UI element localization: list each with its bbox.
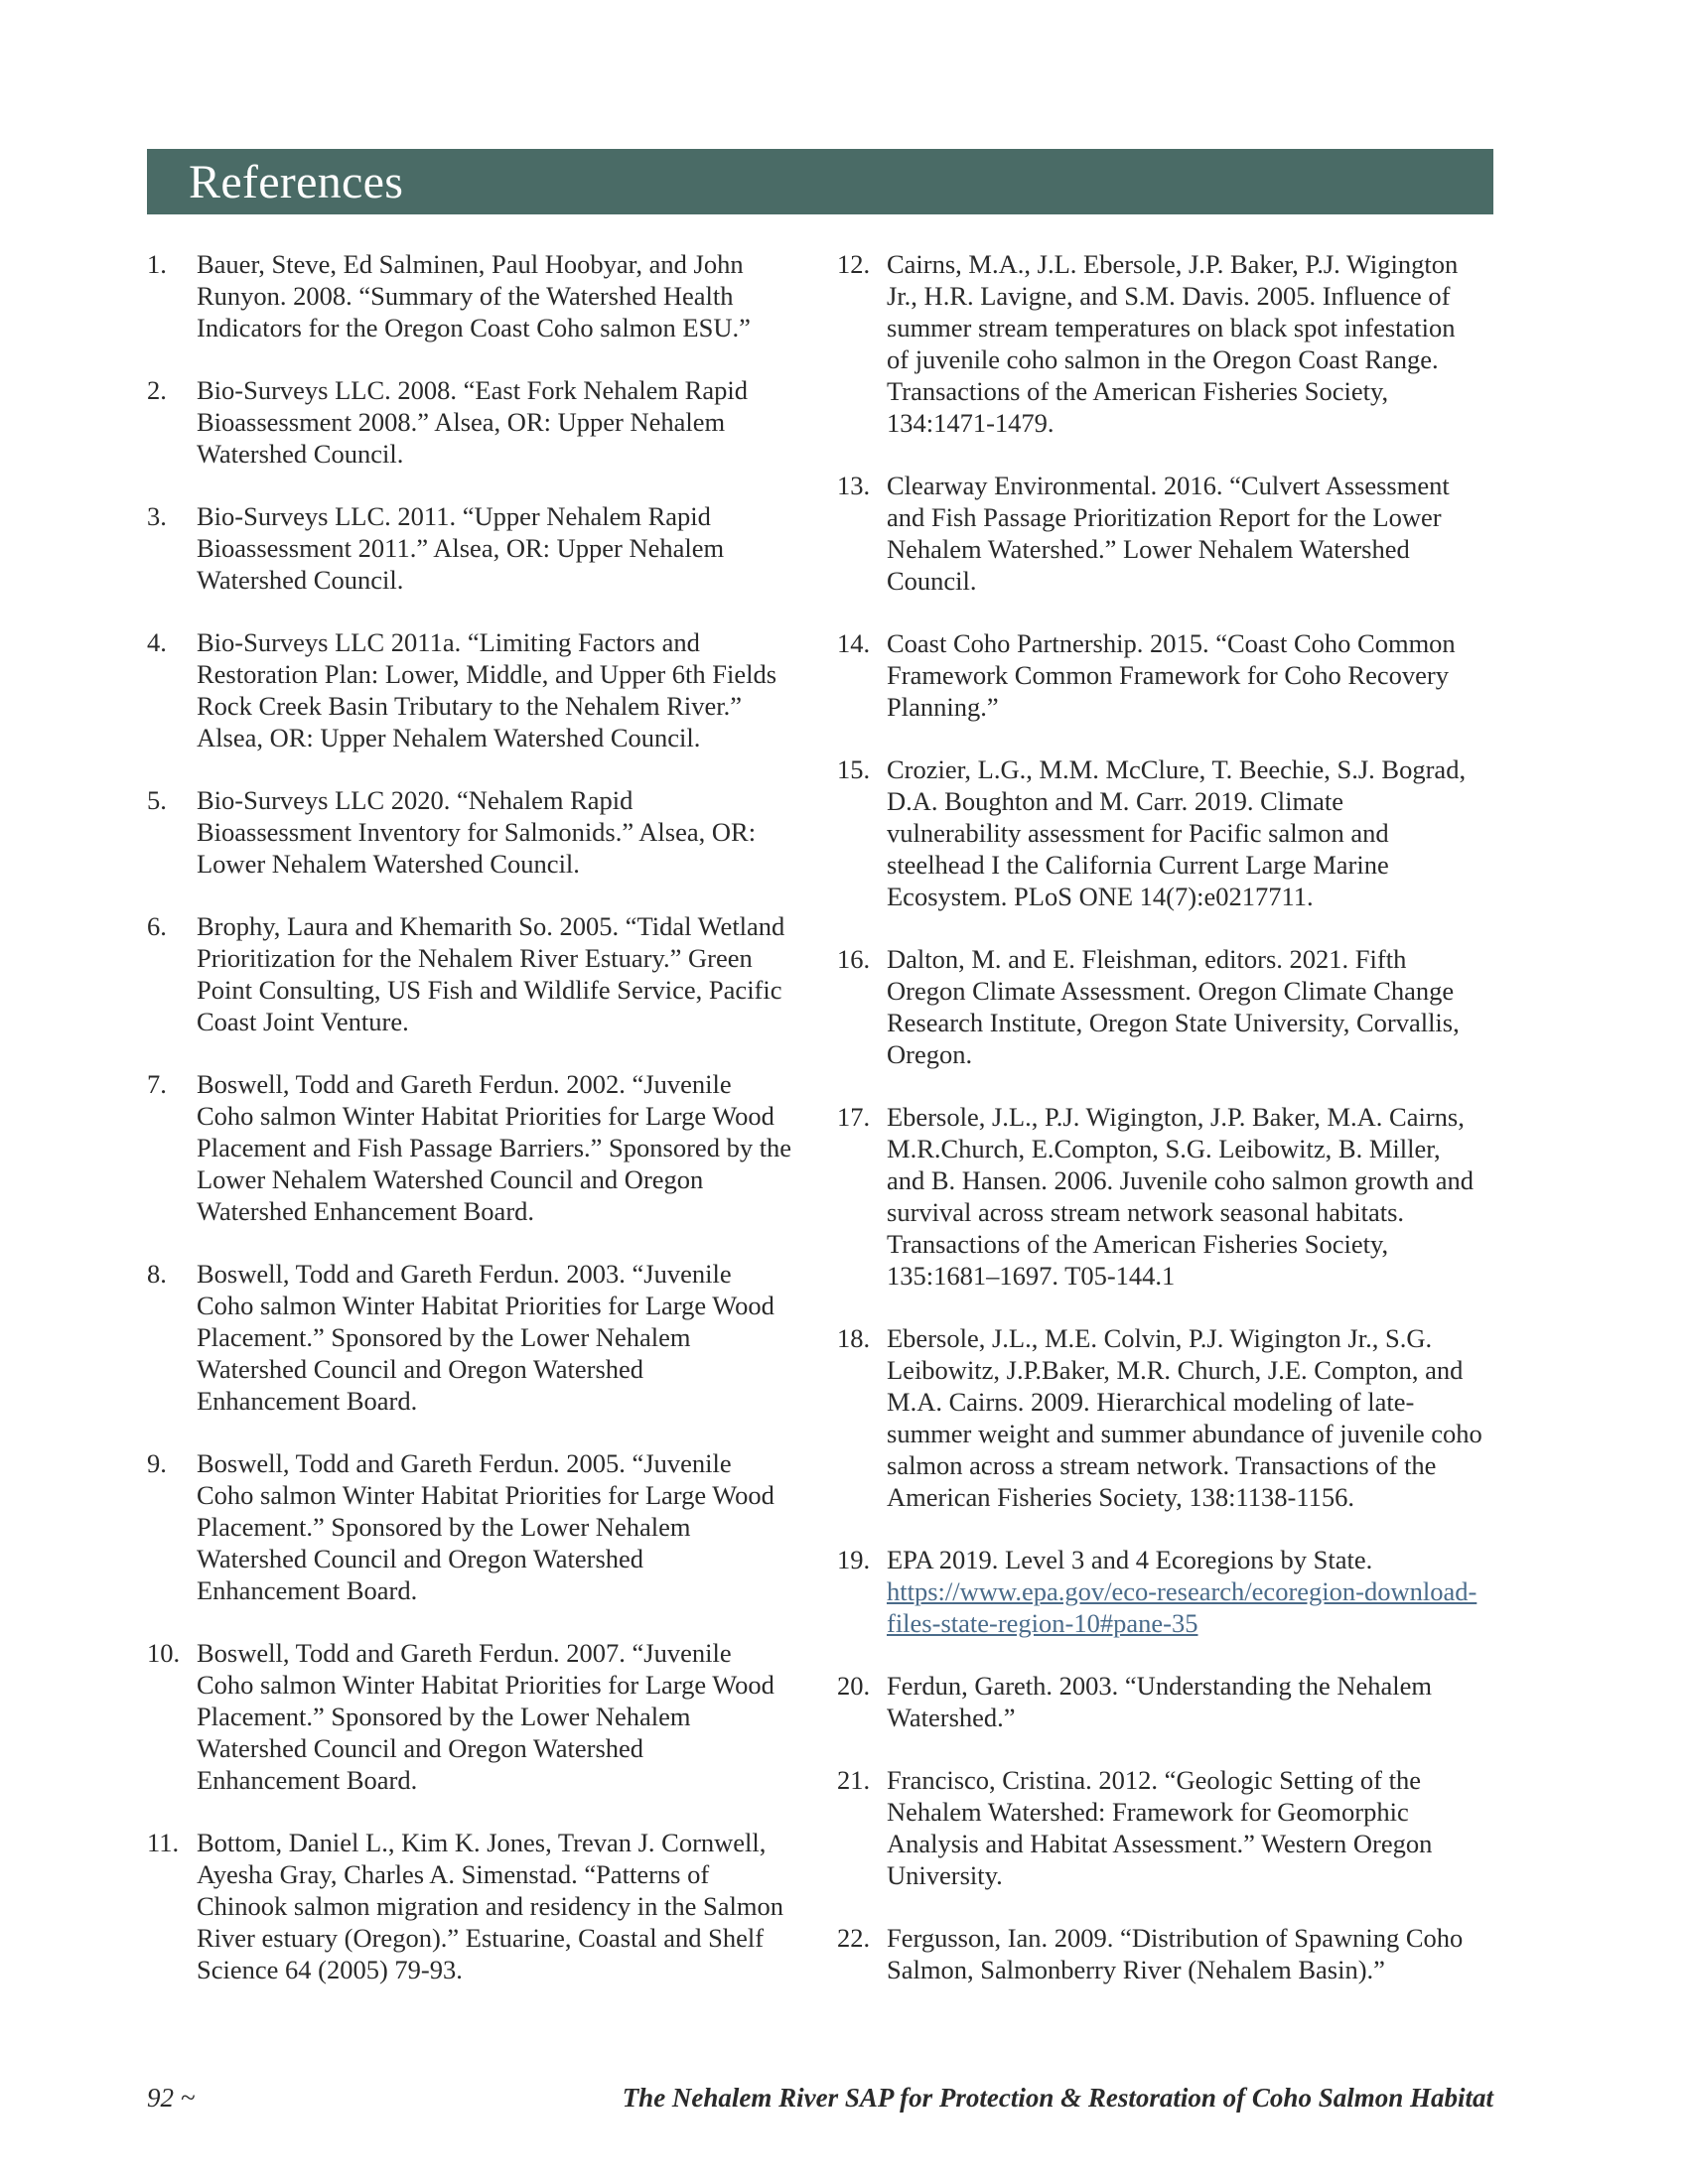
reference-number: 11.: [147, 1828, 180, 1857]
reference-text: Bio-Surveys LLC. 2008. “East Fork Nehalem Rapid Bioassessment 2008.” Alsea, OR: Upper Nehalem Watershed Council.: [197, 375, 748, 469]
reference-item: [147, 500, 792, 596]
reference-item: [147, 626, 792, 753]
reference-item: [837, 1544, 1482, 1639]
reference-number: 15.: [837, 754, 871, 784]
reference-number: 10.: [147, 1638, 181, 1668]
reference-number: 18.: [837, 1323, 871, 1353]
reference-item: [837, 470, 1482, 597]
reference-number: 12.: [837, 249, 871, 279]
reference-number: 8.: [147, 1259, 167, 1289]
reference-item: [837, 753, 1482, 912]
reference-number: 19.: [837, 1545, 871, 1574]
reference-text: Cairns, M.A., J.L. Ebersole, J.P. Baker, P.J. Wigington Jr., H.R. Lavigne, and S.M. Davis. 2005. Influence of summer stream temperatures on black spot infestation of juvenile coho salmon in the Oregon Coast Range. Transactions of the American Fisheries Society, 134:1471-1479.: [887, 249, 1459, 438]
reference-item: [147, 374, 792, 470]
reference-number: 14.: [837, 628, 871, 658]
epa-ecoregions-link[interactable]: https://www.epa.gov/eco-research/ecoregion-download-files-state-region-10#pane-35: [887, 1576, 1477, 1638]
document-title: The Nehalem River SAP for Protection & Restoration of Coho Salmon Habitat: [622, 2083, 1493, 2113]
reference-item: [147, 1827, 792, 1985]
reference-number: 17.: [837, 1102, 871, 1132]
reference-text: Bio-Surveys LLC 2020. “Nehalem Rapid Bioassessment Inventory for Salmonids.” Alsea, OR: Lower Nehalem Watershed Council.: [197, 785, 757, 879]
reference-number: 21.: [837, 1765, 871, 1795]
reference-text: Boswell, Todd and Gareth Ferdun. 2005. “Juvenile Coho salmon Winter Habitat Priorities for Large Wood Placement.” Sponsored by the Lower Nehalem Watershed Council and Oregon Watershed Enhancement Board.: [197, 1448, 774, 1605]
reference-text: Boswell, Todd and Gareth Ferdun. 2002. “Juvenile Coho salmon Winter Habitat Priorities for Large Wood Placement and Fish Passage Barriers.” Sponsored by the Lower Nehalem Watershed Council and Oregon Watershed Enhancement Board.: [197, 1069, 792, 1226]
references-column-right: [837, 248, 1482, 2016]
reference-item: [147, 1258, 792, 1417]
reference-text: Ebersole, J.L., P.J. Wigington, J.P. Baker, M.A. Cairns, M.R.Church, E.Compton, S.G. Leibowitz, B. Miller, and B. Hansen. 2006. Juvenile coho salmon growth and survival across stream network seasonal habitats. Transactions of the American Fisheries Society, 135:1681–1697. T05-144.1: [887, 1102, 1474, 1291]
reference-text: Ebersole, J.L., M.E. Colvin, P.J. Wigington Jr., S.G. Leibowitz, J.P.Baker, M.R. Church, J.E. Compton, and M.A. Cairns. 2009. Hierarchical modeling of late-summer weight and summer abundance of juvenile coho salmon across a stream network. Transactions of the American Fisheries Society, 138:1138-1156.: [887, 1323, 1482, 1512]
section-header-bar: [147, 149, 1493, 214]
reference-text: [887, 1544, 1482, 1639]
reference-number: 20.: [837, 1671, 871, 1701]
section-title: References: [189, 155, 404, 208]
page-footer: [147, 2083, 1493, 2122]
reference-item: [147, 248, 792, 343]
reference-item: [147, 1068, 792, 1227]
reference-number: 7.: [147, 1069, 167, 1099]
reference-text: Bio-Surveys LLC. 2011. “Upper Nehalem Rapid Bioassessment 2011.” Alsea, OR: Upper Nehalem Watershed Council.: [197, 501, 725, 595]
reference-item: [837, 1322, 1482, 1513]
reference-text: Francisco, Cristina. 2012. “Geologic Setting of the Nehalem Watershed: Framework for Geomorphic Analysis and Habitat Assessment.” Western Oregon University.: [887, 1765, 1433, 1890]
reference-number: 6.: [147, 911, 167, 941]
reference-text: Bauer, Steve, Ed Salminen, Paul Hoobyar, and John Runyon. 2008. “Summary of the Watershed Health Indicators for the Oregon Coast Coho salmon ESU.”: [197, 249, 751, 342]
reference-item: [837, 1670, 1482, 1733]
reference-text: Brophy, Laura and Khemarith So. 2005. “Tidal Wetland Prioritization for the Nehalem River Estuary.” Green Point Consulting, US Fish and Wildlife Service, Pacific Coast Joint Venture.: [197, 911, 785, 1036]
reference-text: Fergusson, Ian. 2009. “Distribution of Spawning Coho Salmon, Salmonberry River (Nehalem Basin).”: [887, 1923, 1464, 1984]
reference-number: 1.: [147, 249, 167, 279]
reference-text: Clearway Environmental. 2016. “Culvert Assessment and Fish Passage Prioritization Report for the Lower Nehalem Watershed.” Lower Nehalem Watershed Council.: [887, 471, 1450, 596]
reference-text: Boswell, Todd and Gareth Ferdun. 2007. “Juvenile Coho salmon Winter Habitat Priorities for Large Wood Placement.” Sponsored by the Lower Nehalem Watershed Council and Oregon Watershed Enhancement Board.: [197, 1638, 774, 1795]
reference-text: Dalton, M. and E. Fleishman, editors. 2021. Fifth Oregon Climate Assessment. Oregon Climate Change Research Institute, Oregon State University, Corvallis, Oregon.: [887, 944, 1460, 1069]
reference-text: Crozier, L.G., M.M. McClure, T. Beechie, S.J. Bograd, D.A. Boughton and M. Carr. 2019. Climate vulnerability assessment for Pacific salmon and steelhead I the California Current Large Marine Ecosystem. PLoS ONE 14(7):e0217711.: [887, 754, 1467, 911]
reference-item: [837, 1764, 1482, 1891]
page-number: 92 ~: [147, 2083, 196, 2113]
reference-number: 16.: [837, 944, 871, 974]
reference-number: 22.: [837, 1923, 871, 1953]
reference-item: [147, 1637, 792, 1796]
reference-item: [147, 784, 792, 880]
reference-item: [837, 1922, 1482, 1985]
references-column-left: [147, 248, 792, 2016]
reference-text: Bio-Surveys LLC 2011a. “Limiting Factors and Restoration Plan: Lower, Middle, and Upper 6th Fields Rock Creek Basin Tributary to the Nehalem River.” Alsea, OR: Upper Nehalem Watershed Council.: [197, 627, 777, 752]
reference-text: Boswell, Todd and Gareth Ferdun. 2003. “Juvenile Coho salmon Winter Habitat Priorities for Large Wood Placement.” Sponsored by the Lower Nehalem Watershed Council and Oregon Watershed Enhancement Board.: [197, 1259, 774, 1416]
reference-text: Coast Coho Partnership. 2015. “Coast Coho Common Framework Common Framework for Coho Recovery Planning.”: [887, 628, 1456, 722]
reference-item: [837, 248, 1482, 439]
reference-number: 9.: [147, 1448, 167, 1478]
reference-number: 2.: [147, 375, 167, 405]
reference-number: 4.: [147, 627, 167, 657]
reference-item: [147, 910, 792, 1037]
reference-number: 13.: [837, 471, 871, 500]
reference-text: Ferdun, Gareth. 2003. “Understanding the Nehalem Watershed.”: [887, 1671, 1432, 1732]
reference-item: [837, 627, 1482, 723]
reference-item: [837, 943, 1482, 1070]
reference-text: Bottom, Daniel L., Kim K. Jones, Trevan J. Cornwell, Ayesha Gray, Charles A. Simenstad. “Patterns of Chinook salmon migration and residency in the Salmon River estuary (Oregon).” Estuarine, Coastal and Shelf Science 64 (2005) 79-93.: [197, 1828, 784, 1984]
reference-item: [147, 1447, 792, 1606]
reference-item: [837, 1101, 1482, 1292]
reference-number: 5.: [147, 785, 167, 815]
reference-text-body: EPA 2019. Level 3 and 4 Ecoregions by State.: [887, 1545, 1373, 1574]
reference-number: 3.: [147, 501, 167, 531]
